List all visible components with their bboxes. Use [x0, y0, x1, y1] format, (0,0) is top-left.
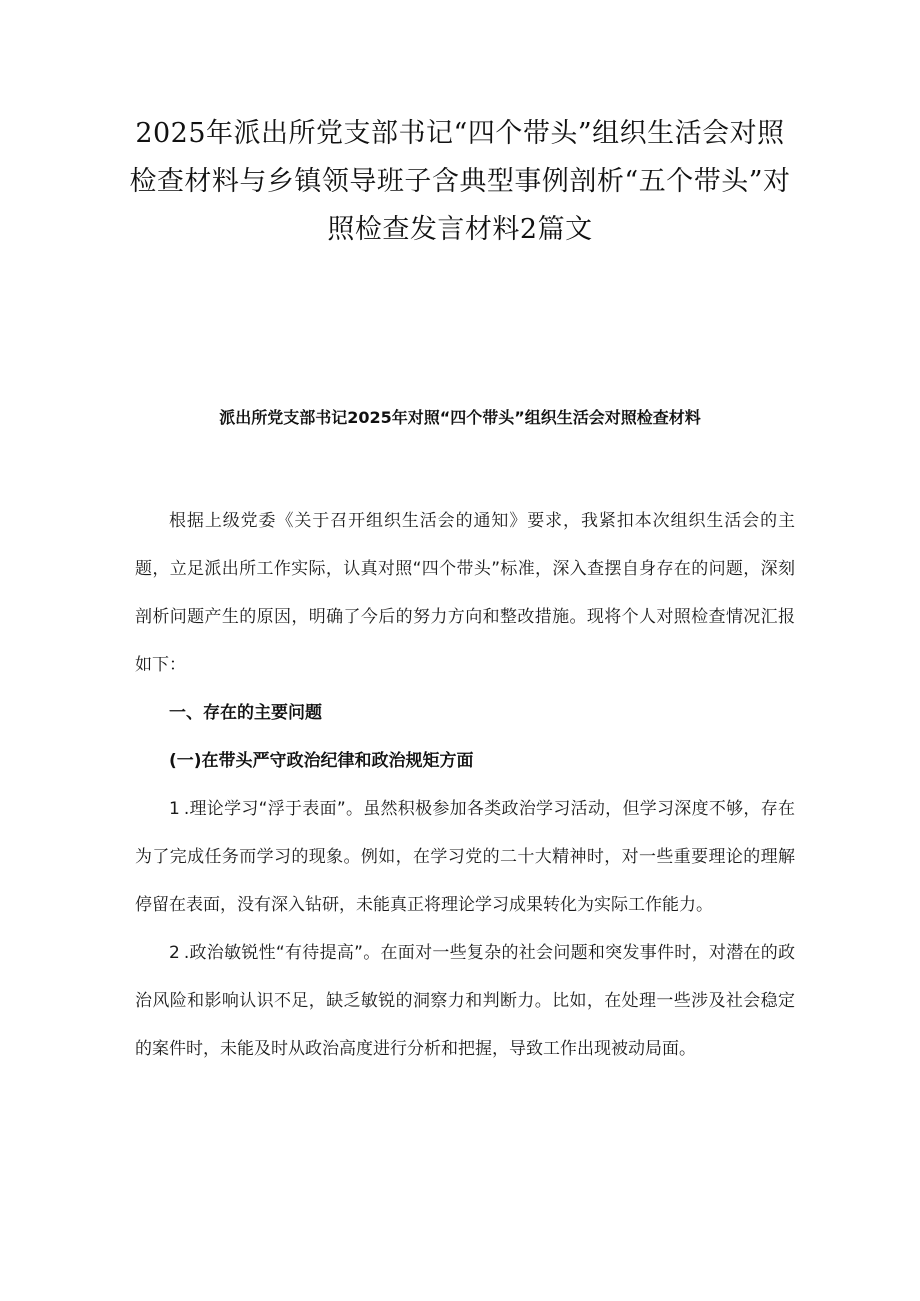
document-title: 2025年派出所党支部书记“四个带头”组织生活会对照检查材料与乡镇领导班子含典型事例剖析“五个带头”对照检查发言材料2篇文	[129, 118, 791, 245]
list-item	[135, 929, 795, 1073]
section-title: 派出所党支部书记2025年对照“四个带头”组织生活会对照检查材料	[219, 408, 701, 427]
heading-political-discipline: (一)在带头严守政治纪律和政治规矩方面	[169, 751, 474, 771]
intro-paragraph: 根据上级党委《关于召开组织生活会的通知》要求，我紧扣本次组织生活会的主题，立足派出所工作实际，认真对照“四个带头”标准，深入查摆自身存在的问题，深刻剖析问题产生的原因，明确了今后的努力方向和整改措施。现将个人对照检查情况汇报如下：	[135, 511, 795, 675]
item-number: 1	[169, 799, 180, 819]
item-text: .理论学习“浮于表面”。虽然积极参加各类政治学习活动，但学习深度不够，存在为了完成任务而学习的现象。例如，在学习党的二十大精神时，对一些重要理论的理解停留在表面，没有深入钻研，未能真正将理论学习成果转化为实际工作能力。	[135, 799, 795, 915]
list-item	[135, 785, 795, 929]
item-number: 2	[169, 943, 180, 963]
heading-main-problems: 一、存在的主要问题	[169, 703, 322, 723]
item-text: .政治敏锐性“有待提高”。在面对一些复杂的社会问题和突发事件时，对潜在的政治风险和影响认识不足，缺乏敏锐的洞察力和判断力。比如，在处理一些涉及社会稳定的案件时，未能及时从政治高度进行分析和把握，导致工作出现被动局面。	[135, 943, 795, 1059]
document-body	[135, 497, 795, 1073]
